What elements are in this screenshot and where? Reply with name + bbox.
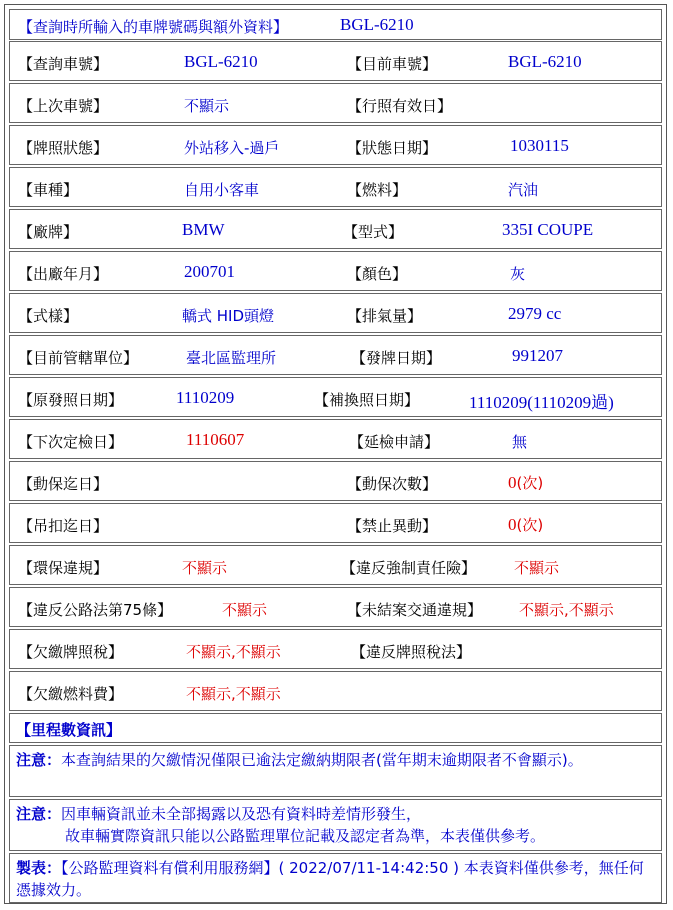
- note-unpaid-scope: [9, 745, 662, 797]
- value-status-date: 1030115: [510, 136, 569, 155]
- label-issue-date: 【發牌日期】: [351, 349, 442, 367]
- row-plate-number: [9, 41, 662, 81]
- row-mileage-info: [9, 713, 662, 743]
- label-manufacture-date: 【出廠年月】: [18, 265, 109, 283]
- label-color: 【顏色】: [347, 265, 408, 283]
- row-jurisdiction: [9, 335, 662, 375]
- value-manufacture-date: 200701: [184, 262, 235, 281]
- row-suspension: [9, 503, 662, 543]
- label-query-plate: 【查詢車號】: [18, 55, 109, 73]
- label-open-traffic-violations: 【未結案交通違規】: [347, 601, 483, 619]
- note-unpaid-scope-head: 注意：: [16, 751, 62, 769]
- note-disclaimer: [9, 799, 662, 851]
- value-transfer-ban: 0(次): [508, 515, 544, 534]
- label-brand: 【廠牌】: [18, 223, 79, 241]
- value-color: 灰: [510, 265, 526, 283]
- value-current-plate: BGL-6210: [508, 52, 582, 71]
- value-query-plate: BGL-6210: [184, 52, 258, 71]
- row-next-inspection: [9, 419, 662, 459]
- value-inspection-extension: 無: [512, 433, 528, 451]
- label-reissue-date: 【補換照日期】: [314, 391, 420, 409]
- value-fuel: 汽油: [508, 181, 539, 199]
- row-body-style: [9, 293, 662, 333]
- label-status-date: 【狀態日期】: [347, 139, 438, 157]
- value-body-style: 轎式 HID頭燈: [182, 307, 275, 325]
- label-env-violation: 【環保違規】: [18, 559, 109, 577]
- row-chattel-mortgage: [9, 461, 662, 501]
- row-previous-plate: [9, 83, 662, 123]
- label-license-valid: 【行照有效日】: [347, 97, 453, 115]
- note-source: [9, 853, 662, 903]
- label-unpaid-license-tax: 【欠繳牌照稅】: [18, 643, 124, 661]
- value-env-violation: 不顯示: [182, 559, 228, 577]
- value-original-license-date: 1110209: [176, 388, 235, 407]
- row-vehicle-type: [9, 167, 662, 207]
- row-brand: [9, 209, 662, 249]
- label-model: 【型式】: [343, 223, 404, 241]
- label-fuel: 【燃料】: [347, 181, 408, 199]
- note-source-text: 【公路監理資料有償利用服務網】( 2022/07/11-14:42:50 ) 本表資料僅供參考，無任何憑據效力。: [16, 859, 644, 899]
- label-jurisdiction: 【目前管轄單位】: [18, 349, 139, 367]
- row-license-tax: [9, 629, 662, 669]
- label-suspension-end-date: 【吊扣迄日】: [18, 517, 109, 535]
- note-disclaimer-line1: 因車輛資訊並未全部揭露以及恐有資料時差情形發生，: [61, 805, 422, 823]
- label-next-inspection: 【下次定檢日】: [18, 433, 124, 451]
- label-chattel-count: 【動保次數】: [347, 475, 438, 493]
- value-insurance-violation: 不顯示: [514, 559, 560, 577]
- row-manufacture-date: [9, 251, 662, 291]
- label-body-style: 【式樣】: [18, 307, 79, 325]
- row-highway-act: [9, 587, 662, 627]
- label-current-plate: 【目前車號】: [347, 55, 438, 73]
- label-insurance-violation: 【違反強制責任險】: [341, 559, 477, 577]
- header-row: [9, 9, 662, 40]
- value-reissue-date: 1110209(1110209過): [469, 393, 614, 412]
- header-title: 【查詢時所輸入的車牌號碼與額外資料】: [18, 18, 289, 36]
- value-open-traffic-violations: 不顯示,不顯示: [519, 601, 614, 619]
- row-plate-status: [9, 125, 662, 165]
- label-plate-status: 【牌照狀態】: [18, 139, 109, 157]
- label-inspection-extension: 【延檢申請】: [349, 433, 440, 451]
- mileage-info-heading: 【里程數資訊】: [16, 721, 122, 739]
- row-env-violation: [9, 545, 662, 585]
- note-disclaimer-head: 注意：: [16, 805, 62, 823]
- row-original-license-date: [9, 377, 662, 417]
- value-displacement: 2979 cc: [508, 304, 562, 323]
- value-jurisdiction: 臺北區監理所: [186, 349, 277, 367]
- value-plate-status: 外站移入-過戶: [184, 139, 280, 157]
- label-unpaid-fuel-fee: 【欠繳燃料費】: [18, 685, 124, 703]
- label-original-license-date: 【原發照日期】: [18, 391, 124, 409]
- note-disclaimer-line2: 故車輛實際資訊只能以公路監理單位記載及認定者為準，本表僅供參考。: [65, 827, 546, 845]
- value-unpaid-license-tax: 不顯示,不顯示: [186, 643, 281, 661]
- value-vehicle-type: 自用小客車: [184, 181, 260, 199]
- value-highway-act-75: 不顯示: [222, 601, 268, 619]
- label-vehicle-type: 【車種】: [18, 181, 79, 199]
- note-source-head: 製表：: [16, 859, 62, 877]
- report-frame: [4, 4, 667, 904]
- note-unpaid-scope-text: 本查詢結果的欠繳情況僅限已逾法定繳納期限者(當年期末逾期限者不會顯示)。: [61, 751, 583, 769]
- value-unpaid-fuel-fee: 不顯示,不顯示: [186, 685, 281, 703]
- value-brand: BMW: [182, 220, 225, 239]
- value-issue-date: 991207: [512, 346, 563, 365]
- row-fuel-fee: [9, 671, 662, 711]
- value-next-inspection: 1110607: [186, 430, 245, 449]
- value-previous-plate: 不顯示: [184, 97, 230, 115]
- label-highway-act-75: 【違反公路法第75條】: [18, 601, 173, 619]
- value-chattel-count: 0(次): [508, 473, 544, 492]
- label-chattel-end-date: 【動保迄日】: [18, 475, 109, 493]
- label-displacement: 【排氣量】: [347, 307, 423, 325]
- header-plate: BGL-6210: [340, 15, 414, 34]
- label-transfer-ban: 【禁止異動】: [347, 517, 438, 535]
- label-license-tax-violation: 【違反牌照稅法】: [351, 643, 472, 661]
- label-previous-plate: 【上次車號】: [18, 97, 109, 115]
- value-model: 335I COUPE: [502, 220, 594, 239]
